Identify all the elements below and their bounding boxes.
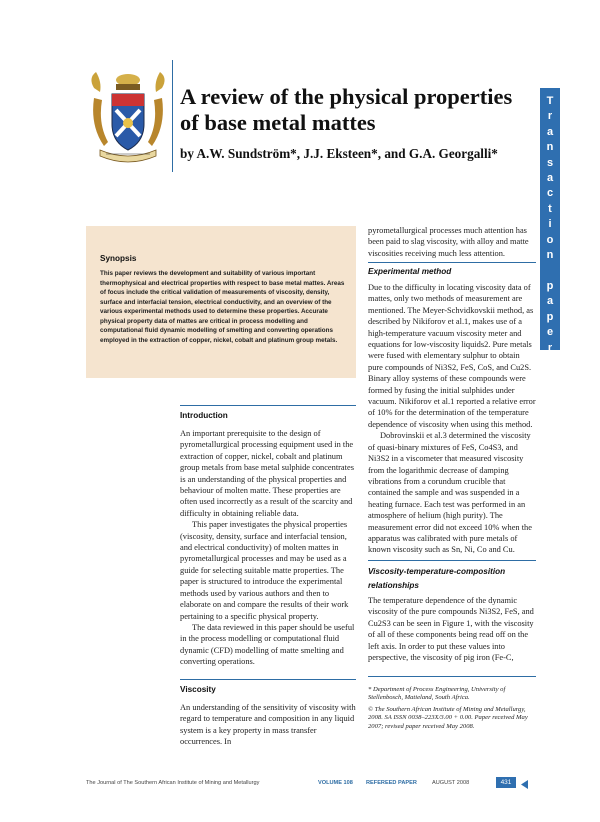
section-rule [180,405,356,406]
right-column-intro [368,225,536,259]
viscosity-paragraph-1: An understanding of the sensitivity of viscosity with regard to temperature and composition in any liquid system is a key property in mass transfer occurrences. In [180,703,356,747]
experimental-paragraph-1: Due to the difficulty in locating viscosity data of mattes, only two methods of measurement are mentioned. The Meyer-Schvidkovskii method, as described by Nikiforov et al.1, makes use of a high-temperature vacuum viscosity meter and equations for low-viscosity liquids2. Pure metals were fused with elementary sulphur to obtain pure compounds of Ni3S2, FeS, CoS, and Cu2S. Binary alloy systems of these compounds were formed by fusing the initial sulphides under vacuum. Nikiforov et al.1 reported a relative error of 10% for the determination of the temperature dependence of viscosity when using this method. [368,283,536,429]
vtc-heading-line-1: Viscosity-temperature-composition [368,567,506,576]
experimental-method-body [368,282,536,556]
introduction-paragraph-2: This paper investigates the physical properties (viscosity, density, surface and interfacial tension, and electrical conductivity) of molten mattes in pyrometallurgical processes and may be used as a guide for selecting suitable matte properties. The paper is structured to introduce the experimental methods used by various authors and then to elaborate on and compare the results of their work pertaining to a specific physical property. [180,520,349,621]
synopsis-text: This paper reviews the development and suitability of various important thermophysical and electrical properties with respect to base metal mattes. Areas of focus include the critical validation of measurements of viscosity, density, surface and interfacial tension, electrical conductivity, and an overview of the various experimental methods used to determine these properties. Accurate physical property data of mattes are critical in process modelling and computational fluid dynamic modelling of smelting and converting operations employed in the extraction of copper, nickel, cobalt and platinum group metals. [100,270,345,344]
footer-date: AUGUST 2008 [432,780,470,786]
footnote-affiliation: * Department of Process Engineering, University of Stellenbosch, Matieland, South Africa. [368,686,506,702]
vtc-body [368,595,536,663]
introduction-paragraph-3: The data reviewed in this paper should be useful in the process modelling or computational fluid dynamic (CFD) modelling of matte smelting and converting operations. [180,622,355,667]
viscosity-heading: Viscosity [180,685,216,694]
viscosity-body [180,702,358,748]
introduction-heading: Introduction [180,411,228,420]
institute-crest-logo [86,66,170,170]
experimental-method-heading: Experimental method [368,267,452,276]
footnote-rule [368,676,536,677]
section-rule [368,560,536,561]
section-rule [368,262,536,263]
footer-volume: VOLUME 108 [318,780,353,786]
introduction-body [180,428,358,668]
vtc-paragraph-1: The temperature dependence of the dynamic viscosity of the pure compounds Ni3S2, FeS, and Cu2S3 can be seen in Figure 1, with the viscosity of all of these components being read off on the left axis. In order to put these values into perspective, the viscosity of pig iron (Fe-C, [368,596,534,663]
introduction-paragraph-1: An important prerequisite to the design of pyrometallurgical processing equipment used in the extraction of copper, nickel, cobalt and platinum group metals from base metal sulphide concentrates is an understanding of the physical properties and behaviour of molten matte. These properties are often used incorrectly as a result of the scarcity and difficulty in obtaining reliable data. [180,429,354,518]
section-rule [180,679,356,680]
paper-authors: by A.W. Sundström*, J.J. Eksteen*, and G.A. Georgalli* [180,146,498,161]
vtc-heading-line-2: relationships [368,581,419,590]
sidebar-label: T r a n s a c t i o n p a p e r [546,95,554,354]
transaction-paper-sidebar [540,88,560,354]
footer-refereed: REFEREED PAPER [366,780,417,786]
footer-journal-name: The Journal of The Southern African Institute of Mining and Metallurgy [86,780,260,786]
page-number: 431 [496,777,516,788]
right-intro-paragraph: pyrometallurgical processes much attention has been paid to slag viscosity, with alloy and matte viscosities receiving much less attention. [368,226,529,258]
title-divider [172,60,173,172]
page-arrow-icon [519,777,529,788]
paper-title: A review of the physical properties of base metal mattes [180,84,513,135]
footnote-copyright: © The Southern African Institute of Mining and Metallurgy, 2008. SA ISSN 0038–223X/3.00 + 0.00. Paper received May 2007; revised paper received May 2008. [368,706,528,730]
synopsis-heading: Synopsis [100,254,137,263]
experimental-paragraph-2: Dobrovinskii et al.3 determined the viscosity of quasi-binary mixtures of FeS, Co4S3, and Ni3S2 in a viscometer that measured viscosity from the logarithmic decrease of damping vibrations from a corundum crucible that contained the sample and was suspended in a heating furnace. Each test was performed in an atmosphere of helium (high purity). The measurement error did not exceed 10% when the apparatus was calibrated with pure metals of known viscosity such as Sn, Ni, Co and Cu. [368,431,532,555]
vtc-heading [368,565,505,593]
